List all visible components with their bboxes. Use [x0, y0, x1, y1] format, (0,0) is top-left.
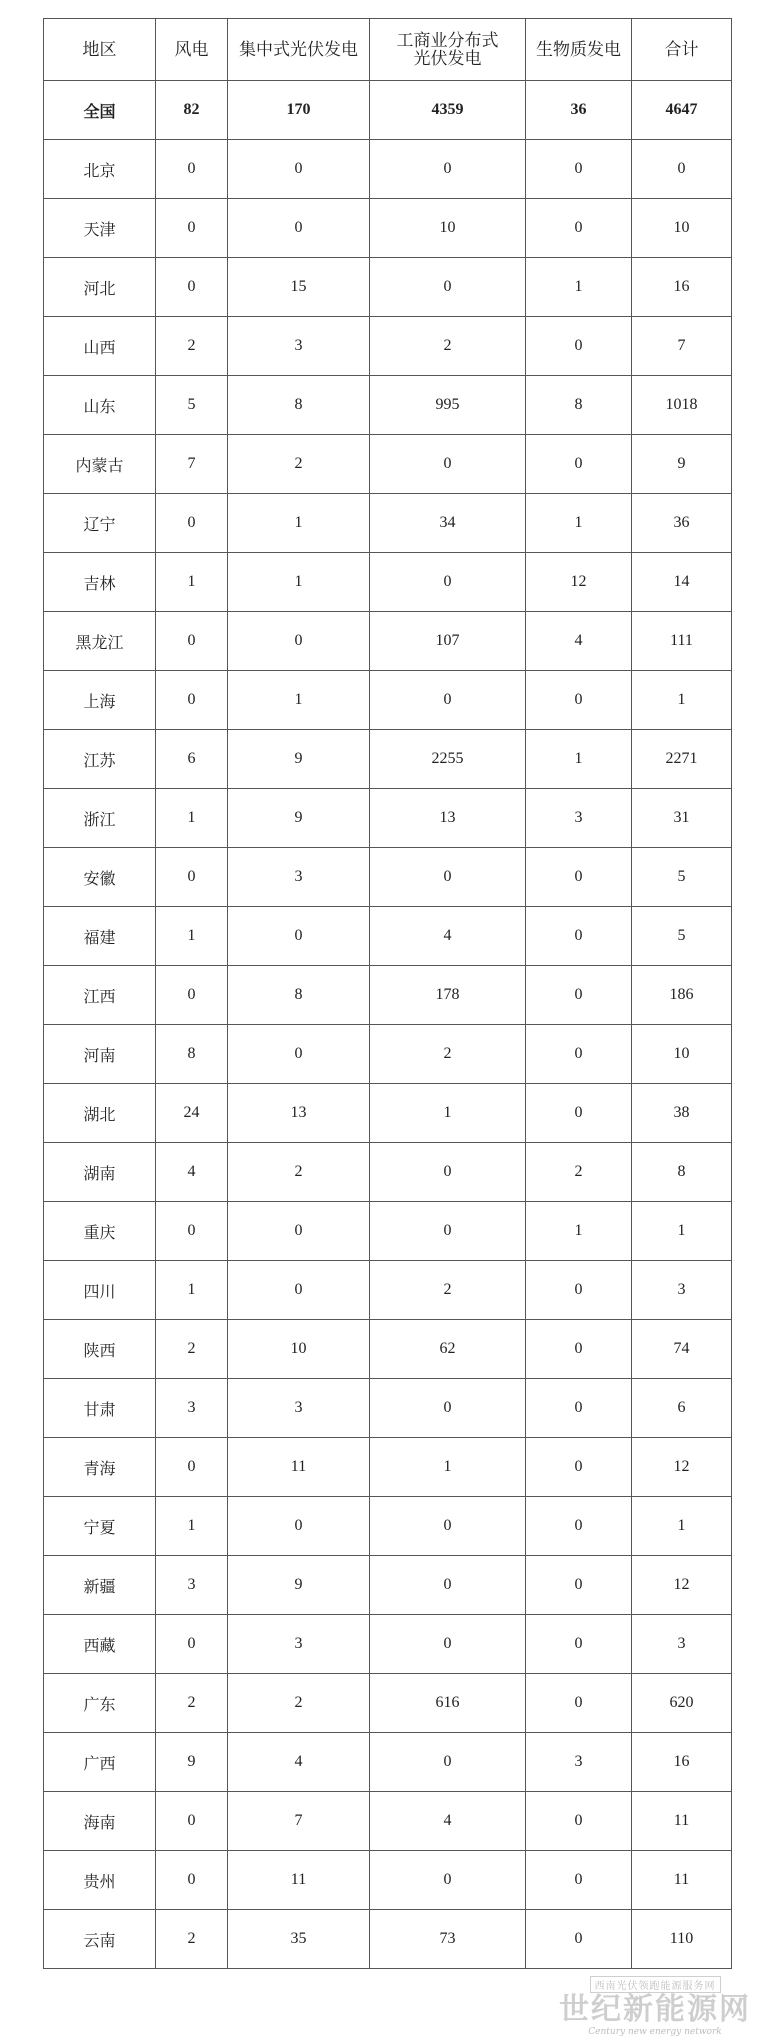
value-cell: 0: [370, 671, 526, 730]
region-cell: 江西: [44, 966, 156, 1025]
value-cell: 8: [228, 376, 370, 435]
value-cell: 8: [526, 376, 632, 435]
value-cell: 4647: [632, 81, 732, 140]
value-cell: 0: [156, 140, 228, 199]
value-cell: 3: [156, 1379, 228, 1438]
value-cell: 82: [156, 81, 228, 140]
table-row: [44, 730, 732, 789]
table-row: [44, 1556, 732, 1615]
value-cell: 2255: [370, 730, 526, 789]
value-cell: 1: [632, 1497, 732, 1556]
watermark-top-text: 西南光伏领跑能源服务网: [590, 1976, 721, 1993]
value-cell: 186: [632, 966, 732, 1025]
value-cell: 0: [370, 1379, 526, 1438]
value-cell: 13: [370, 789, 526, 848]
value-cell: 0: [228, 1261, 370, 1320]
value-cell: 1: [370, 1438, 526, 1497]
value-cell: 995: [370, 376, 526, 435]
value-cell: 9: [228, 1556, 370, 1615]
region-cell: 黑龙江: [44, 612, 156, 671]
value-cell: 0: [370, 1497, 526, 1556]
value-cell: 620: [632, 1674, 732, 1733]
header-distributed-pv: 工商业分布式 光伏发电: [370, 19, 526, 81]
region-cell: 吉林: [44, 553, 156, 612]
value-cell: 3: [632, 1261, 732, 1320]
region-cell: 上海: [44, 671, 156, 730]
table-row: [44, 1379, 732, 1438]
region-cell: 重庆: [44, 1202, 156, 1261]
table-row: [44, 1497, 732, 1556]
table-row: [44, 1438, 732, 1497]
table-header-row: [44, 19, 732, 81]
value-cell: 1: [156, 1261, 228, 1320]
region-cell: 海南: [44, 1792, 156, 1851]
value-cell: 0: [370, 848, 526, 907]
value-cell: 0: [370, 1615, 526, 1674]
value-cell: 3: [526, 789, 632, 848]
value-cell: 4: [228, 1733, 370, 1792]
value-cell: 0: [526, 140, 632, 199]
value-cell: 0: [526, 1674, 632, 1733]
table-row: [44, 1851, 732, 1910]
header-region: 地区: [44, 19, 156, 81]
header-biomass: 生物质发电: [526, 19, 632, 81]
value-cell: 0: [526, 1379, 632, 1438]
region-cell: 全国: [44, 81, 156, 140]
value-cell: 9: [228, 730, 370, 789]
table-row: [44, 1025, 732, 1084]
value-cell: 73: [370, 1910, 526, 1969]
region-cell: 四川: [44, 1261, 156, 1320]
value-cell: 2: [228, 435, 370, 494]
value-cell: 6: [156, 730, 228, 789]
value-cell: 4: [370, 907, 526, 966]
value-cell: 0: [526, 1615, 632, 1674]
value-cell: 0: [526, 1025, 632, 1084]
region-cell: 新疆: [44, 1556, 156, 1615]
value-cell: 16: [632, 258, 732, 317]
value-cell: 0: [370, 553, 526, 612]
value-cell: 0: [370, 258, 526, 317]
value-cell: 7: [632, 317, 732, 376]
value-cell: 0: [156, 1615, 228, 1674]
table-row: [44, 553, 732, 612]
value-cell: 62: [370, 1320, 526, 1379]
value-cell: 5: [632, 848, 732, 907]
region-cell: 西藏: [44, 1615, 156, 1674]
value-cell: 1: [370, 1084, 526, 1143]
project-count-table: [43, 18, 732, 1969]
region-cell: 陕西: [44, 1320, 156, 1379]
value-cell: 0: [228, 1497, 370, 1556]
table-row: [44, 848, 732, 907]
value-cell: 9: [156, 1733, 228, 1792]
value-cell: 1: [228, 671, 370, 730]
value-cell: 170: [228, 81, 370, 140]
table-row: [44, 1143, 732, 1202]
region-cell: 浙江: [44, 789, 156, 848]
value-cell: 0: [526, 317, 632, 376]
region-cell: 广西: [44, 1733, 156, 1792]
value-cell: 0: [156, 1851, 228, 1910]
table-row: [44, 789, 732, 848]
value-cell: 0: [370, 1733, 526, 1792]
value-cell: 110: [632, 1910, 732, 1969]
value-cell: 38: [632, 1084, 732, 1143]
table-row: [44, 494, 732, 553]
value-cell: 0: [632, 140, 732, 199]
value-cell: 0: [526, 907, 632, 966]
value-cell: 10: [228, 1320, 370, 1379]
value-cell: 5: [632, 907, 732, 966]
region-cell: 广东: [44, 1674, 156, 1733]
value-cell: 1: [526, 730, 632, 789]
value-cell: 5: [156, 376, 228, 435]
value-cell: 1018: [632, 376, 732, 435]
table-row: [44, 140, 732, 199]
value-cell: 3: [228, 1379, 370, 1438]
value-cell: 111: [632, 612, 732, 671]
value-cell: 0: [228, 907, 370, 966]
value-cell: 34: [370, 494, 526, 553]
value-cell: 7: [156, 435, 228, 494]
value-cell: 0: [156, 258, 228, 317]
value-cell: 3: [228, 848, 370, 907]
value-cell: 1: [526, 258, 632, 317]
value-cell: 3: [228, 317, 370, 376]
value-cell: 11: [228, 1851, 370, 1910]
value-cell: 1: [526, 1202, 632, 1261]
value-cell: 2: [370, 1025, 526, 1084]
value-cell: 1: [156, 553, 228, 612]
table-row: [44, 1261, 732, 1320]
value-cell: 0: [228, 1202, 370, 1261]
value-cell: 9: [228, 789, 370, 848]
value-cell: 1: [632, 671, 732, 730]
value-cell: 616: [370, 1674, 526, 1733]
value-cell: 11: [228, 1438, 370, 1497]
value-cell: 12: [632, 1438, 732, 1497]
table-row: [44, 1615, 732, 1674]
table-row: [44, 1674, 732, 1733]
region-cell: 甘肃: [44, 1379, 156, 1438]
region-cell: 安徽: [44, 848, 156, 907]
region-cell: 山西: [44, 317, 156, 376]
value-cell: 0: [156, 1792, 228, 1851]
value-cell: 9: [632, 435, 732, 494]
value-cell: 2: [370, 1261, 526, 1320]
region-cell: 福建: [44, 907, 156, 966]
table-row: [44, 1910, 732, 1969]
value-cell: 0: [156, 671, 228, 730]
header-central-pv: 集中式光伏发电: [228, 19, 370, 81]
value-cell: 0: [228, 140, 370, 199]
value-cell: 24: [156, 1084, 228, 1143]
value-cell: 35: [228, 1910, 370, 1969]
region-cell: 天津: [44, 199, 156, 258]
region-cell: 辽宁: [44, 494, 156, 553]
value-cell: 0: [526, 1320, 632, 1379]
region-cell: 云南: [44, 1910, 156, 1969]
region-cell: 河南: [44, 1025, 156, 1084]
value-cell: 0: [526, 966, 632, 1025]
value-cell: 2: [526, 1143, 632, 1202]
value-cell: 10: [370, 199, 526, 258]
value-cell: 8: [632, 1143, 732, 1202]
value-cell: 1: [156, 907, 228, 966]
value-cell: 4: [156, 1143, 228, 1202]
value-cell: 1: [156, 789, 228, 848]
value-cell: 0: [526, 1910, 632, 1969]
header-wind: 风电: [156, 19, 228, 81]
value-cell: 0: [526, 848, 632, 907]
region-cell: 湖南: [44, 1143, 156, 1202]
table-row: [44, 1792, 732, 1851]
value-cell: 10: [632, 199, 732, 258]
value-cell: 0: [156, 199, 228, 258]
region-cell: 宁夏: [44, 1497, 156, 1556]
value-cell: 1: [228, 494, 370, 553]
region-cell: 北京: [44, 140, 156, 199]
value-cell: 3: [228, 1615, 370, 1674]
value-cell: 2: [156, 1320, 228, 1379]
value-cell: 0: [228, 199, 370, 258]
watermark-subtitle: Century new energy network: [588, 2027, 722, 2037]
value-cell: 15: [228, 258, 370, 317]
table-row-national-total: [44, 81, 732, 140]
region-cell: 山东: [44, 376, 156, 435]
region-cell: 河北: [44, 258, 156, 317]
value-cell: 0: [526, 1084, 632, 1143]
value-cell: 0: [156, 966, 228, 1025]
region-cell: 贵州: [44, 1851, 156, 1910]
value-cell: 0: [228, 1025, 370, 1084]
value-cell: 0: [526, 671, 632, 730]
value-cell: 0: [370, 1556, 526, 1615]
table-row: [44, 376, 732, 435]
table-row: [44, 199, 732, 258]
value-cell: 0: [370, 1143, 526, 1202]
region-cell: 内蒙古: [44, 435, 156, 494]
table-row: [44, 435, 732, 494]
value-cell: 2: [156, 317, 228, 376]
value-cell: 11: [632, 1792, 732, 1851]
value-cell: 2271: [632, 730, 732, 789]
table-body: [44, 81, 732, 1969]
value-cell: 2: [156, 1910, 228, 1969]
value-cell: 1: [156, 1497, 228, 1556]
value-cell: 36: [632, 494, 732, 553]
value-cell: 0: [156, 612, 228, 671]
value-cell: 13: [228, 1084, 370, 1143]
table-row: [44, 1320, 732, 1379]
value-cell: 2: [156, 1674, 228, 1733]
value-cell: 0: [370, 435, 526, 494]
value-cell: 0: [526, 1438, 632, 1497]
region-cell: 湖北: [44, 1084, 156, 1143]
value-cell: 3: [156, 1556, 228, 1615]
value-cell: 14: [632, 553, 732, 612]
value-cell: 12: [632, 1556, 732, 1615]
value-cell: 4: [526, 612, 632, 671]
value-cell: 4: [370, 1792, 526, 1851]
value-cell: 0: [156, 494, 228, 553]
value-cell: 74: [632, 1320, 732, 1379]
table-row: [44, 966, 732, 1025]
value-cell: 1: [228, 553, 370, 612]
table-row: [44, 1202, 732, 1261]
value-cell: 16: [632, 1733, 732, 1792]
value-cell: 0: [526, 1792, 632, 1851]
value-cell: 0: [228, 612, 370, 671]
value-cell: 8: [156, 1025, 228, 1084]
value-cell: 0: [526, 1556, 632, 1615]
table-row: [44, 612, 732, 671]
value-cell: 0: [370, 1202, 526, 1261]
value-cell: 3: [526, 1733, 632, 1792]
value-cell: 1: [526, 494, 632, 553]
value-cell: 0: [156, 1438, 228, 1497]
table-row: [44, 1733, 732, 1792]
value-cell: 0: [156, 1202, 228, 1261]
data-table-container: [43, 18, 732, 1969]
value-cell: 2: [228, 1143, 370, 1202]
value-cell: 10: [632, 1025, 732, 1084]
value-cell: 36: [526, 81, 632, 140]
watermark-logo-text: 世纪新能源网: [559, 1992, 751, 2027]
value-cell: 12: [526, 553, 632, 612]
value-cell: 31: [632, 789, 732, 848]
value-cell: 0: [156, 848, 228, 907]
value-cell: 0: [526, 199, 632, 258]
header-total: 合计: [632, 19, 732, 81]
value-cell: 3: [632, 1615, 732, 1674]
value-cell: 178: [370, 966, 526, 1025]
value-cell: 1: [632, 1202, 732, 1261]
value-cell: 0: [526, 1851, 632, 1910]
value-cell: 4359: [370, 81, 526, 140]
value-cell: 2: [370, 317, 526, 376]
table-row: [44, 1084, 732, 1143]
table-row: [44, 671, 732, 730]
table-row: [44, 317, 732, 376]
value-cell: 0: [526, 1497, 632, 1556]
value-cell: 6: [632, 1379, 732, 1438]
table-row: [44, 258, 732, 317]
value-cell: 0: [370, 140, 526, 199]
value-cell: 0: [526, 1261, 632, 1320]
value-cell: 7: [228, 1792, 370, 1851]
region-cell: 江苏: [44, 730, 156, 789]
table-row: [44, 907, 732, 966]
value-cell: 107: [370, 612, 526, 671]
value-cell: 0: [526, 435, 632, 494]
value-cell: 8: [228, 966, 370, 1025]
value-cell: 0: [370, 1851, 526, 1910]
value-cell: 11: [632, 1851, 732, 1910]
value-cell: 2: [228, 1674, 370, 1733]
region-cell: 青海: [44, 1438, 156, 1497]
watermark: [555, 1974, 755, 2037]
